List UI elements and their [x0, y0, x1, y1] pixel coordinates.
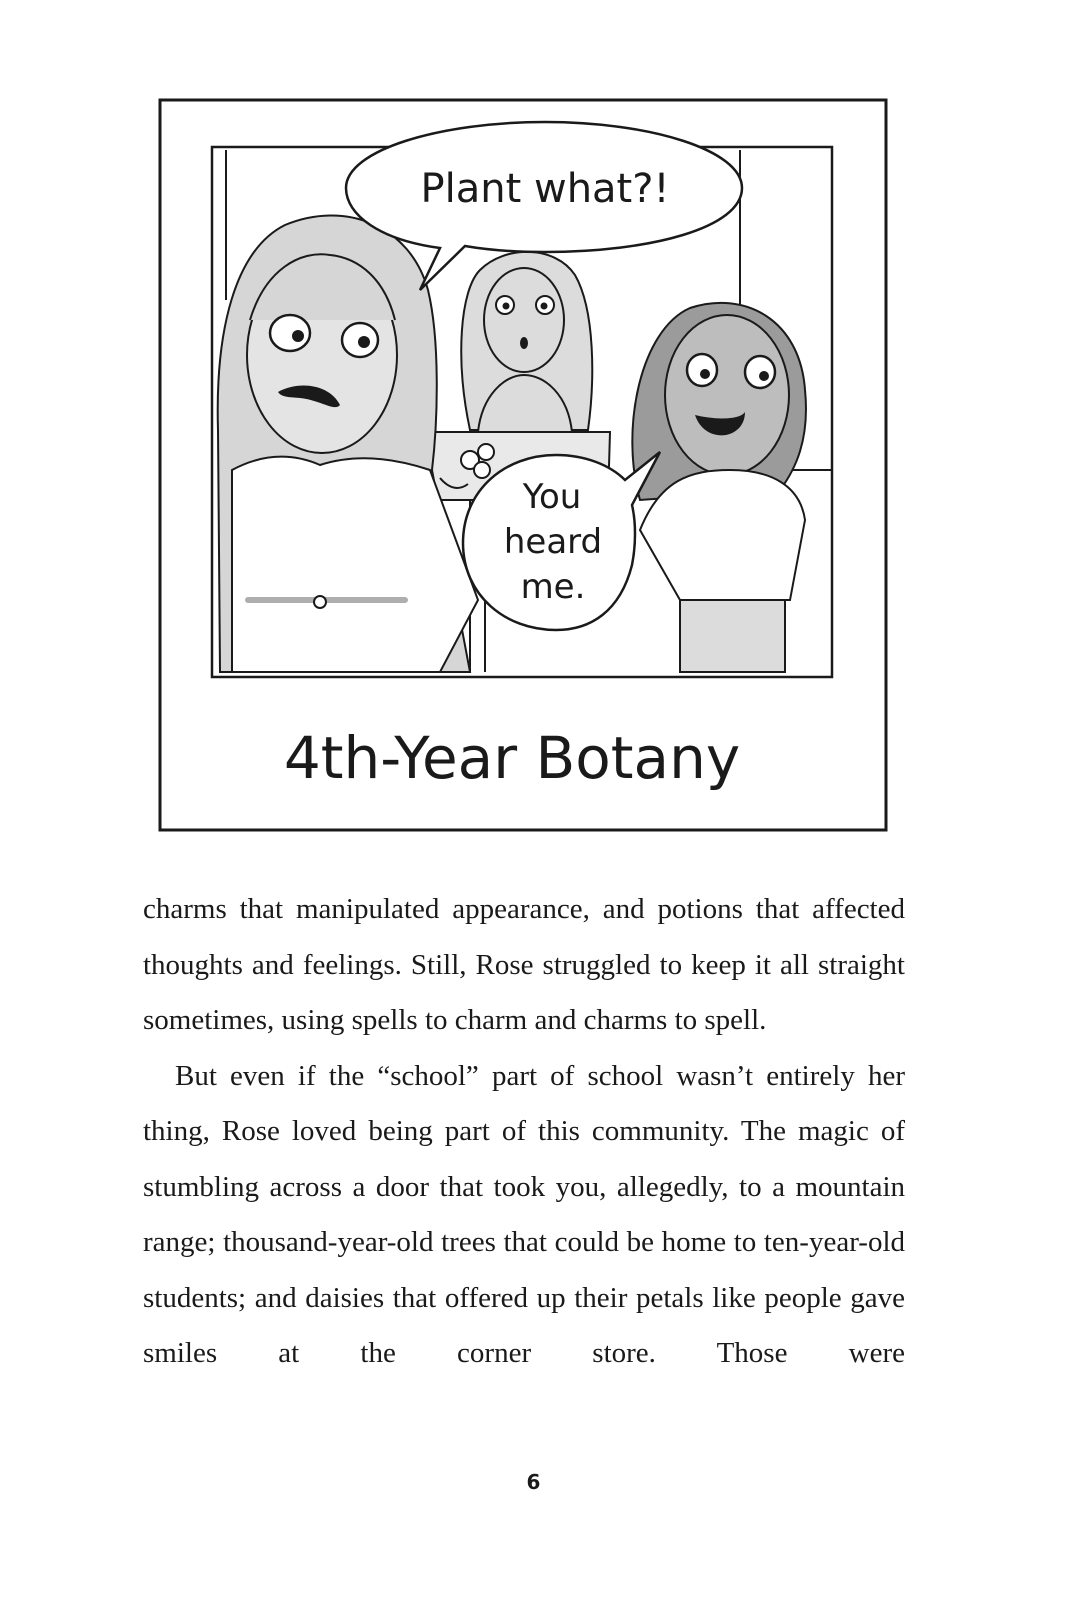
comic-caption: 4th-Year Botany — [283, 724, 741, 792]
speech-bubble-bottom-line-3: me. — [520, 567, 586, 607]
speech-bubble-bottom-line-1: You — [522, 477, 582, 517]
paragraph-2: But even if the “school” part of school wasn’t entirely her thing, Rose loved being part of this community. The magic of stumbling across a door that took you, allegedly, to a mountain range; thousand-year-old trees that could be home to ten-year-old students; and daisies that offered up their petals like people gave smiles at the corner store. Those were — [143, 1059, 905, 1369]
body-text — [143, 882, 905, 1382]
speech-bubble-top-text: Plant what?! — [420, 166, 670, 212]
paragraph-1: charms that manipulated appearance, and potions that affected thoughts and feelings. Still, Rose struggled to keep it all straight sometimes, using spells to charm and charms to spell. — [143, 893, 905, 1036]
background-girl — [461, 252, 592, 432]
speech-bubble-bottom-line-2: heard — [503, 522, 603, 562]
page-number: 6 — [526, 1470, 541, 1494]
